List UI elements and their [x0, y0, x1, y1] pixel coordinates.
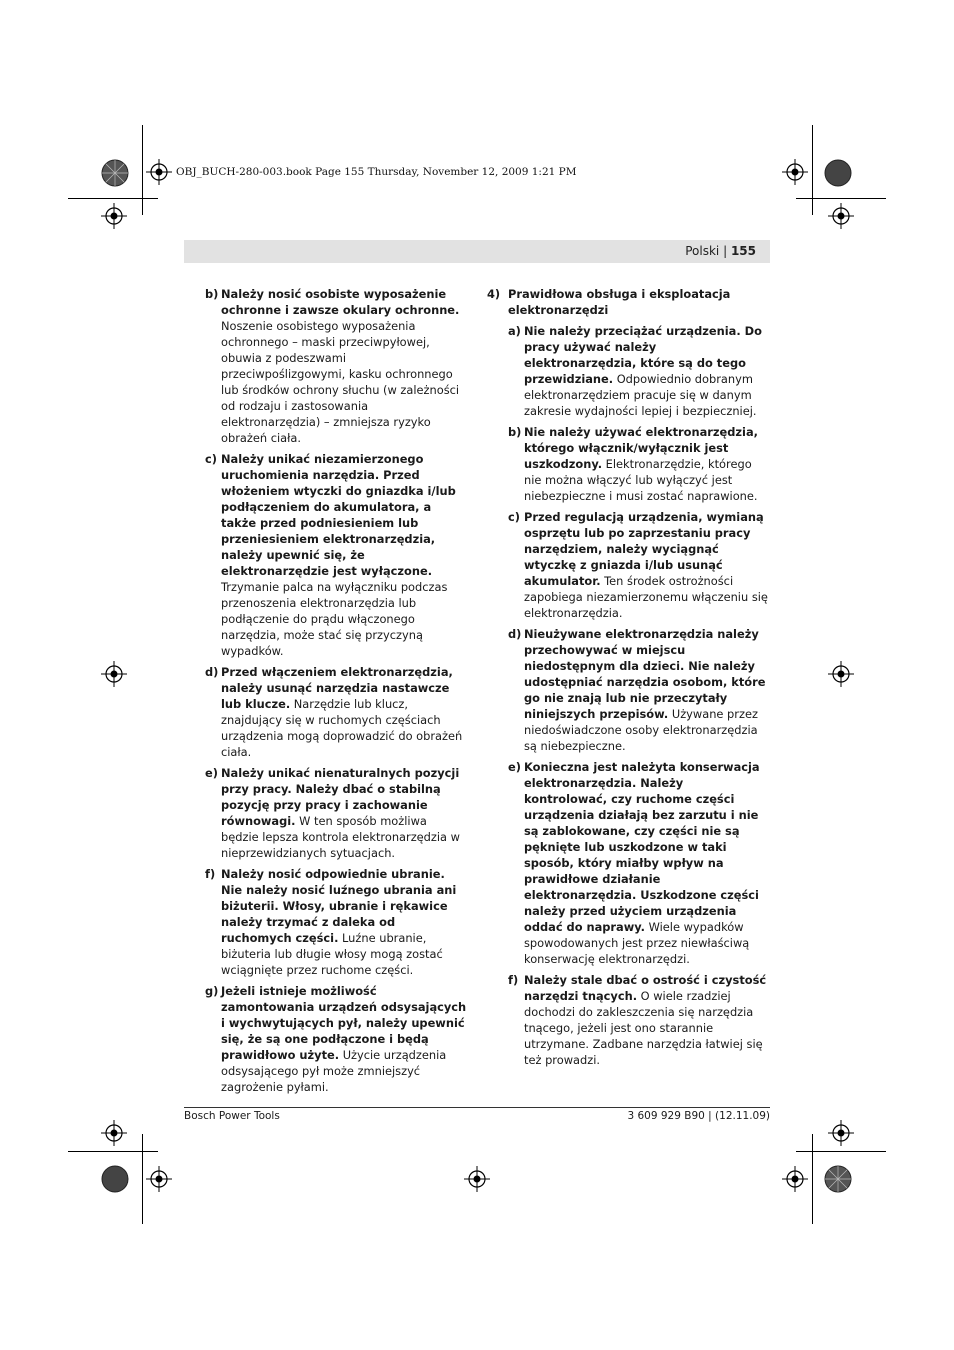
registration-mark-icon — [146, 159, 172, 185]
registration-mark-icon — [828, 203, 854, 229]
item-marker: c) — [508, 510, 520, 524]
item-marker: e) — [205, 766, 218, 780]
list-item — [205, 765, 467, 861]
item-text: Trzymanie palca na wyłączniku podczas przenoszenia elektronarzędzia lub podłączenie do prądu włączonego narzędzia, może stać się przyczyną wypadków. — [221, 580, 448, 658]
header-separator: | — [723, 244, 728, 258]
item-text: W ten sposób możliwa będzie lepsza kontrola elektronarzędzia w nieprzewidzianych sytuacjach. — [221, 814, 460, 860]
list-item — [205, 664, 467, 760]
color-disc-icon — [101, 1165, 129, 1193]
list-item — [205, 286, 467, 446]
item-heading: Należy nosić osobiste wyposażenie ochronne i zawsze okulary ochronne. — [221, 287, 460, 317]
right-column — [487, 286, 770, 1073]
item-heading: Przed włączeniem elektronarzędzia, należy usunąć narzędzia nastawcze lub klucze. — [221, 665, 453, 711]
crop-line — [796, 198, 886, 199]
item-text: Ten środek ostrożności zapobiega niezamierzonemu włączeniu się elektronarzędzia. — [524, 574, 768, 620]
registration-mark-icon — [101, 203, 127, 229]
left-column — [205, 286, 467, 1100]
item-marker: a) — [508, 324, 521, 338]
section-heading — [487, 286, 770, 318]
print-header: OBJ_BUCH-280-003.book Page 155 Thursday, November 12, 2009 1:21 PM — [176, 166, 577, 178]
item-heading: Należy stale dbać o ostrość i czystość narzędzi tnących. — [524, 973, 767, 1003]
item-heading: Należy unikać niezamierzonego uruchomienia narzędzia. Przed włożeniem wtyczki do gniazdka i/lub podłączeniem do akumulatora, a także przed podniesieniem lub przeniesieniem elektronarzędzia, należy upewnić się, że elektronarzędzie jest wyłączone. — [221, 452, 456, 578]
list-item — [205, 866, 467, 978]
item-text: Luźne ubranie, biżuteria lub długie włosy mogą zostać wciągnięte przez ruchome części. — [221, 931, 443, 977]
list-item — [508, 626, 770, 754]
list-item — [508, 972, 770, 1068]
item-marker: f) — [205, 867, 216, 881]
item-heading: Nieużywane elektronarzędzia należy przechowywać w miejscu niedostępnym dla dzieci. Nie należy udostępniać narzędzia osobom, które go nie znają lub nie przeczytały niniejszych przepisów. — [524, 627, 766, 721]
page-label — [685, 244, 756, 258]
item-text: Użycie urządzenia odsysającego pył może zmniejszyć zagrożenie pyłami. — [221, 1048, 447, 1094]
crop-line — [812, 1134, 813, 1224]
running-header — [184, 240, 770, 263]
item-heading: Nie należy przeciążać urządzenia. Do pracy używać należy elektronarzędzia, które są do tego przewidziane. — [524, 324, 762, 386]
list-item — [508, 323, 770, 419]
color-disc-icon — [824, 1165, 852, 1193]
list-item — [508, 759, 770, 967]
item-text: Odpowiednio dobranym elektronarzędziem pracuje się w danym zakresie wydajności lepiej i bezpieczniej. — [524, 372, 757, 418]
crop-line — [812, 125, 813, 215]
item-marker: b) — [205, 287, 219, 301]
color-disc-icon — [824, 159, 852, 187]
item-heading: Nie należy używać elektronarzędzia, którego włącznik/wyłącznik jest uszkodzony. — [524, 425, 758, 471]
registration-mark-icon — [146, 1166, 172, 1192]
item-marker: f) — [508, 973, 519, 987]
registration-mark-icon — [782, 159, 808, 185]
item-text: Wiele wypadków spowodowanych jest przez niewłaściwą konserwację elektronarzędzi. — [524, 920, 750, 966]
registration-mark-icon — [464, 1166, 490, 1192]
color-disc-icon — [101, 159, 129, 187]
crop-line — [142, 1134, 143, 1224]
list-item — [508, 509, 770, 621]
item-heading: Konieczna jest należyta konserwacja elektronarzędzia. Należy kontrolować, czy ruchome części urządzenia działają bez zarzutu i nie są zablokowane, czy części nie są pęknięte lub uszkodzone w taki sposób, który miałby wpływ na prawidłowe działanie elektronarzędzia. Uszkodzone części należy przed użyciem urządzenia oddać do naprawy. — [524, 760, 760, 934]
footer-brand: Bosch Power Tools — [184, 1110, 280, 1122]
registration-mark-icon — [101, 1120, 127, 1146]
list-item — [508, 424, 770, 504]
item-heading: Przed regulacją urządzenia, wymianą osprzętu lub po zaprzestaniu pracy narzędziem, należy wyciągnąć wtyczkę z gniazda i/lub usunąć akumulator. — [524, 510, 764, 588]
item-text: Używane przez niedoświadczone osoby elektronarzędzia są niebezpieczne. — [524, 707, 758, 753]
crop-line — [142, 125, 143, 215]
crop-line — [68, 1151, 158, 1152]
item-marker: b) — [508, 425, 522, 439]
page-number: 155 — [730, 244, 756, 258]
item-heading: Należy unikać nienaturalnych pozycji przy pracy. Należy dbać o stabilną pozycję przy pracy i zachowanie równowagi. — [221, 766, 460, 828]
registration-mark-icon — [828, 661, 854, 687]
language-label: Polski — [685, 244, 720, 258]
registration-mark-icon — [782, 1166, 808, 1192]
section-items — [487, 323, 770, 1068]
footer-doc-number: 3 609 929 B90 | (12.11.09) — [627, 1110, 770, 1122]
item-text: Noszenie osobistego wyposażenia ochronnego – maski przeciwpyłowej, obuwia z podeszwami przeciwpoślizgowymi, kasku ochronnego lub środków ochrony słuchu (w zależności od rodzaju i zastosowania elektronarzędzia) – zmniejsza ryzyko obrażeń ciała. — [221, 319, 460, 445]
item-text: Elektronarzędzie, którego nie można włączyć lub wyłączyć jest niebezpieczne i musi zostać naprawione. — [524, 457, 758, 503]
crop-line — [796, 1151, 886, 1152]
item-text: Narzędzie lub klucz, znajdujący się w ruchomych częściach urządzenia mogą doprowadzić do obrażeń ciała. — [221, 697, 463, 759]
registration-mark-icon — [101, 661, 127, 687]
section-title: Prawidłowa obsługa i eksploatacja elektronarzędzi — [508, 287, 731, 317]
item-heading: Należy nosić odpowiednie ubranie. Nie należy nosić luźnego ubrania ani biżuterii. Włosy, ubranie i rękawice należy trzymać z daleka od ruchomych części. — [221, 867, 457, 945]
footer-rule — [184, 1107, 770, 1108]
crop-line — [68, 198, 158, 199]
item-text: O wiele rzadziej dochodzi do zakleszczenia się narzędzia tnącego, jeżeli jest ono starannie utrzymane. Zadbane narzędzia łatwiej się też prowadzi. — [524, 989, 763, 1067]
item-heading: Jeżeli istnieje możliwość zamontowania urządzeń odsysających i wychwytujących pył, należy upewnić się, że są one podłączone i będą prawidłowo użyte. — [221, 984, 467, 1062]
item-marker: g) — [205, 984, 219, 998]
item-marker: c) — [205, 452, 217, 466]
list-item — [205, 451, 467, 659]
item-marker: e) — [508, 760, 521, 774]
section-marker: 4) — [487, 287, 501, 301]
item-marker: d) — [205, 665, 219, 679]
item-marker: d) — [508, 627, 522, 641]
registration-mark-icon — [828, 1120, 854, 1146]
list-item — [205, 983, 467, 1095]
